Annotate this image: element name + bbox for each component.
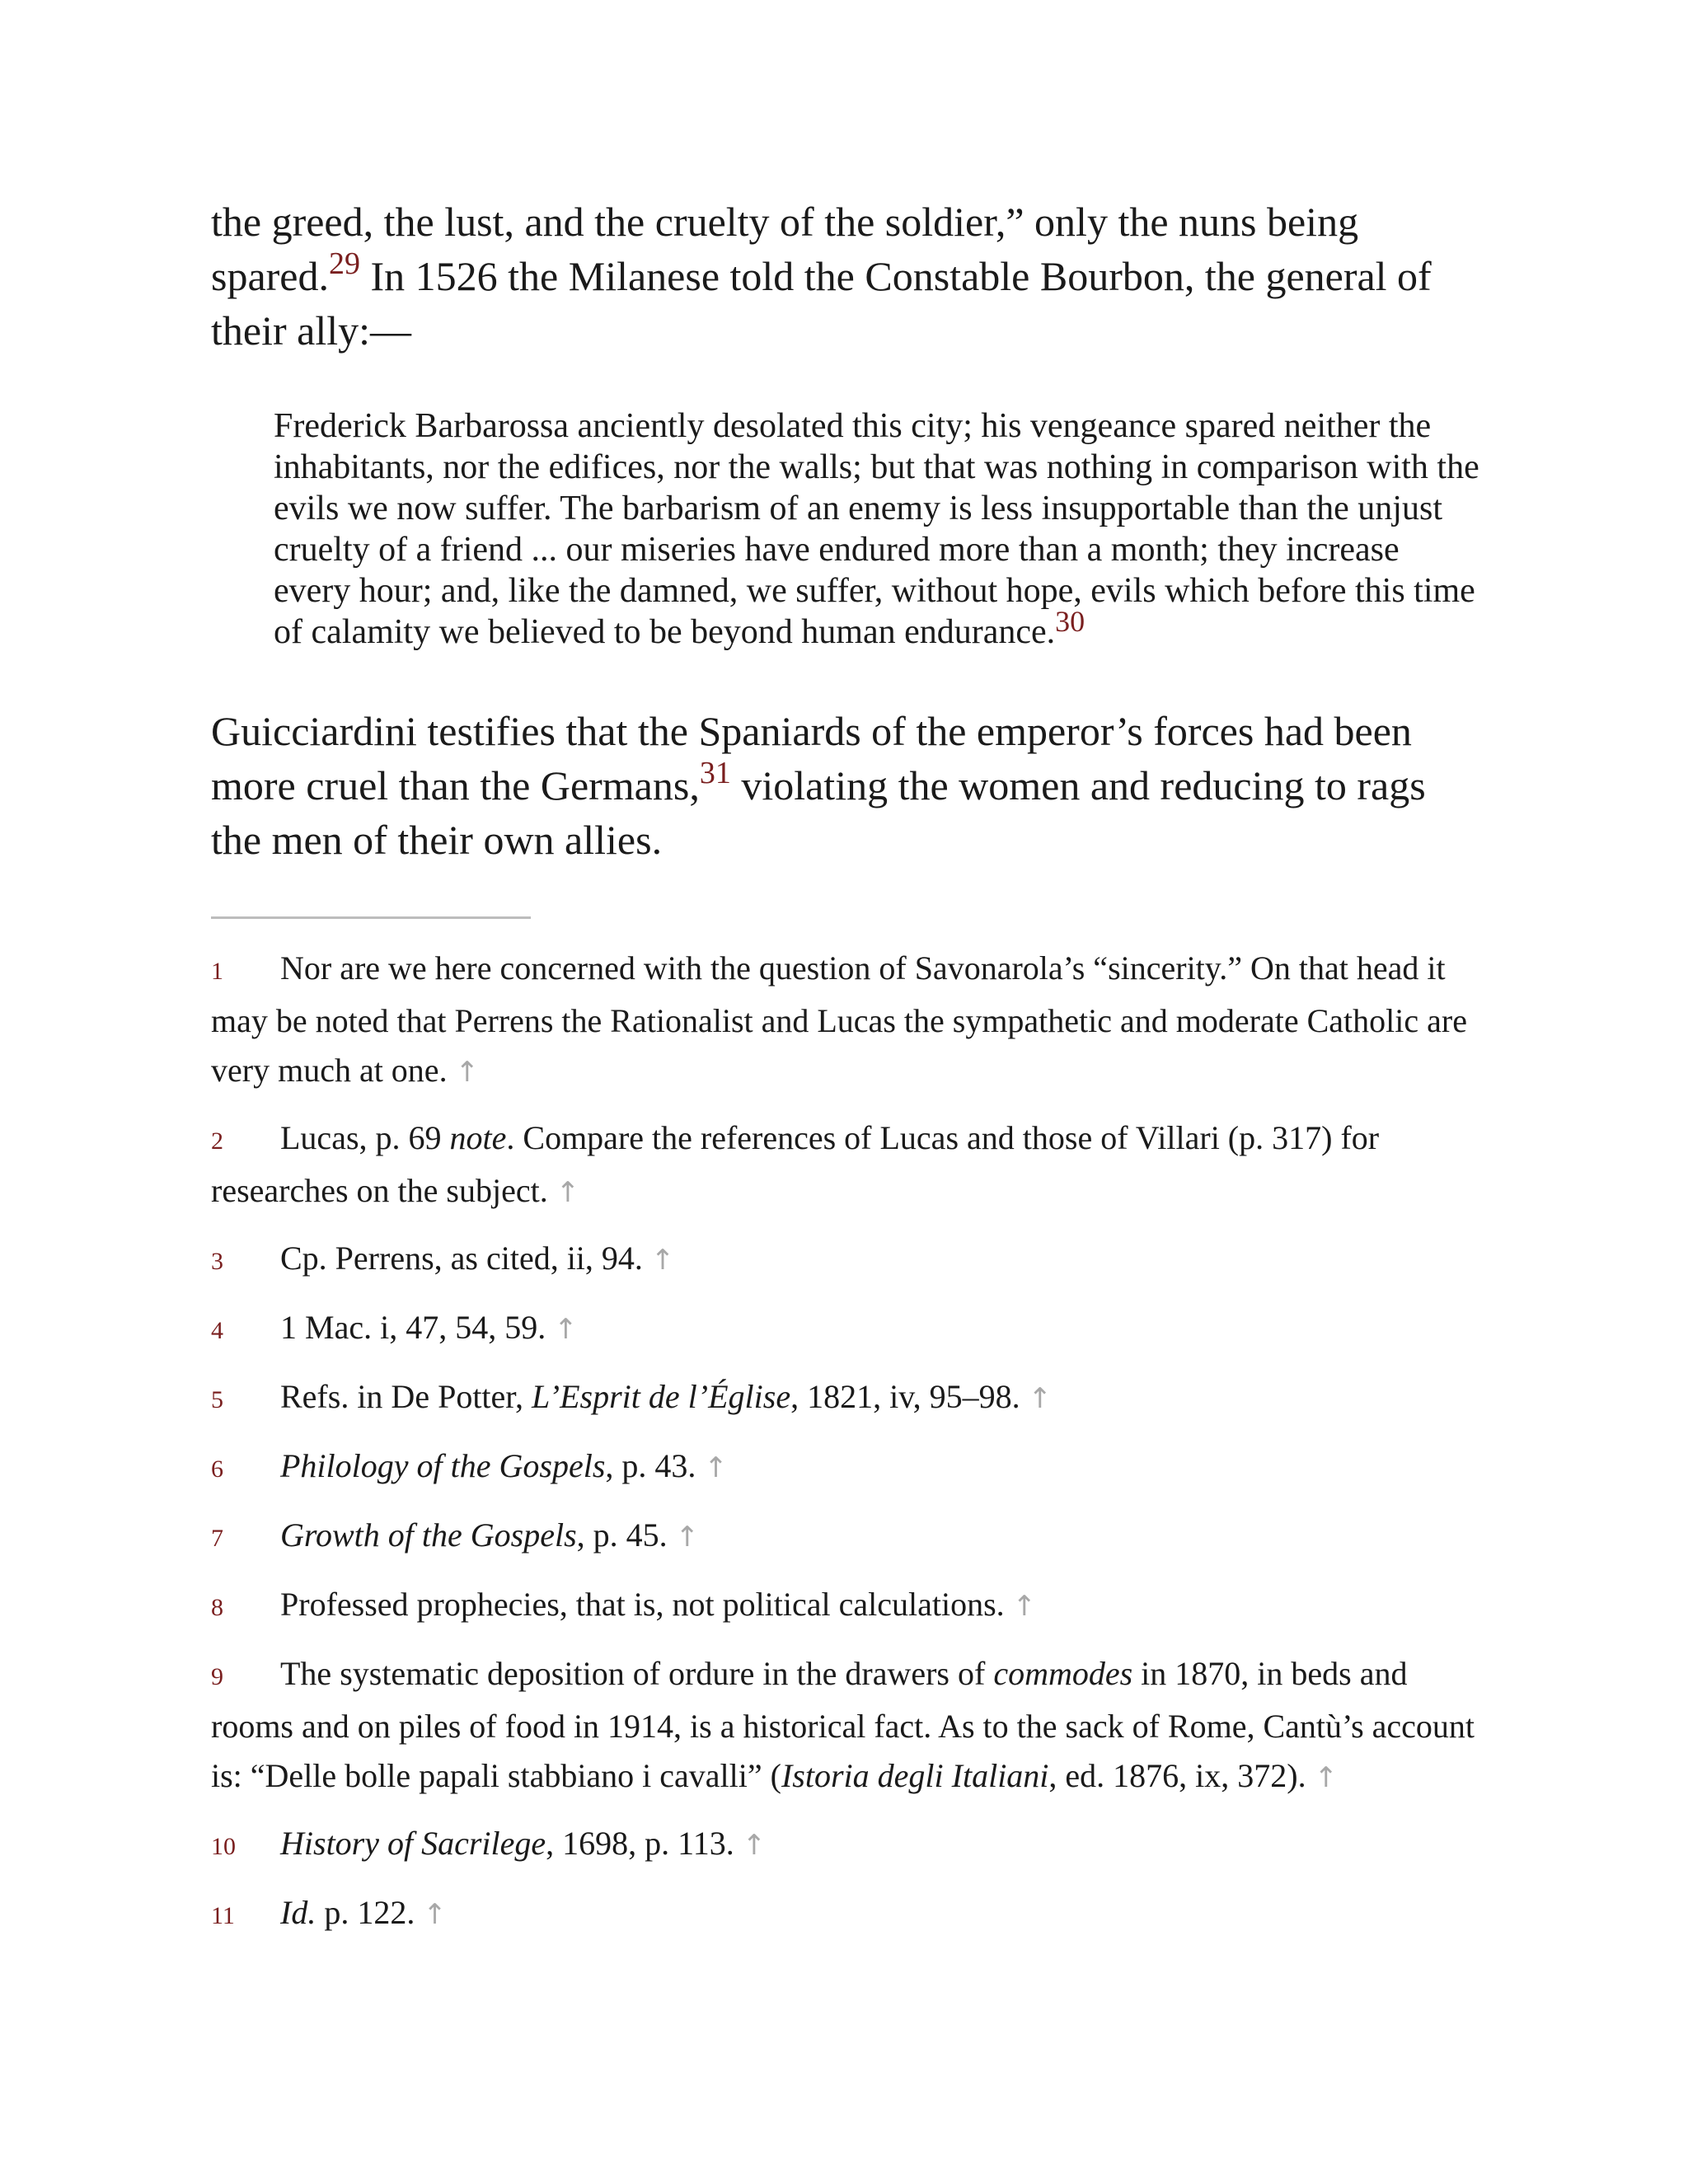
footnote-number[interactable]: 3 bbox=[211, 1248, 223, 1275]
footnote-11 bbox=[211, 1888, 1480, 1941]
paragraph-text: the greed, the lust, and the cruelty of the soldier,” only the nuns being spared. bbox=[211, 199, 1359, 299]
footnote-text: , ed. 1876, ix, 372). bbox=[1048, 1757, 1315, 1794]
footnote-text: , p. 45. bbox=[576, 1516, 676, 1554]
footnote-emphasis: note bbox=[449, 1119, 507, 1156]
body-paragraph bbox=[211, 704, 1480, 867]
footnote-number[interactable]: 11 bbox=[211, 1902, 235, 1929]
quote-text: Frederick Barbarossa anciently desolated this city; his vengeance spared neither the inhabitants, nor the edifices, nor the walls; but that was nothing in comparison with the evils we now suffer. The barbarism of an enemy is less insupportable than the unjust cruelty of a friend ... our miseries have endured more than a month; they increase every hour; and, like the damned, we suffer, without hope, evils which before this time of calamity we believed to be beyond human endurance. bbox=[274, 407, 1479, 651]
footnote-emphasis: Id. bbox=[280, 1894, 316, 1931]
footnote-text: Lucas, p. 69 bbox=[280, 1119, 450, 1156]
footnote-7 bbox=[211, 1511, 1480, 1563]
footnote-emphasis: L’Esprit de l’Église bbox=[532, 1378, 791, 1415]
footnote-2 bbox=[211, 1113, 1480, 1217]
footnote-number[interactable]: 4 bbox=[211, 1317, 223, 1344]
footnote-emphasis: Growth of the Gospels bbox=[280, 1516, 577, 1554]
footnote-6 bbox=[211, 1441, 1480, 1494]
body-paragraph bbox=[211, 194, 1480, 358]
back-arrow-icon[interactable]: ↑ bbox=[650, 1244, 675, 1277]
footnotes bbox=[211, 944, 1480, 1941]
block-quote bbox=[211, 405, 1480, 653]
paragraph-text: Guicciardini testifies that the Spaniards of the emperor’s forces had been more cruel than the Germans, bbox=[211, 708, 1412, 808]
footnote-number[interactable]: 5 bbox=[211, 1386, 223, 1413]
footnote-number[interactable]: 10 bbox=[211, 1833, 236, 1860]
back-arrow-icon[interactable]: ↑ bbox=[1314, 1761, 1339, 1794]
footnote-emphasis: commodes bbox=[993, 1655, 1133, 1692]
footnote-emphasis: Philology of the Gospels bbox=[280, 1447, 606, 1484]
footnote-ref-30[interactable]: 30 bbox=[1055, 605, 1085, 638]
footnote-number[interactable]: 7 bbox=[211, 1525, 223, 1552]
footnote-9 bbox=[211, 1649, 1480, 1802]
footnote-text: , 1698, p. 113. bbox=[546, 1825, 743, 1862]
footnote-emphasis: Istoria degli Italiani bbox=[781, 1757, 1049, 1794]
footnote-text: , 1821, iv, 95–98. bbox=[790, 1378, 1029, 1415]
paragraph-text: In 1526 the Milanese told the Constable Bourbon, the general of their ally:— bbox=[211, 253, 1432, 354]
back-arrow-icon[interactable]: ↑ bbox=[556, 1176, 580, 1209]
footnote-8 bbox=[211, 1580, 1480, 1633]
back-arrow-icon[interactable]: ↑ bbox=[554, 1313, 578, 1346]
footnote-emphasis: History of Sacrilege bbox=[280, 1825, 546, 1862]
footnote-number[interactable]: 8 bbox=[211, 1594, 223, 1621]
footnote-ref-29[interactable]: 29 bbox=[329, 246, 360, 281]
footnote-ref-31[interactable]: 31 bbox=[699, 756, 731, 790]
footnote-number[interactable]: 2 bbox=[211, 1127, 223, 1155]
footnote-number[interactable]: 9 bbox=[211, 1663, 223, 1690]
footnote-3 bbox=[211, 1234, 1480, 1286]
footnote-4 bbox=[211, 1303, 1480, 1356]
footnote-text: Cp. Perrens, as cited, ii, 94. bbox=[280, 1240, 651, 1277]
footnote-text: 1 Mac. i, 47, 54, 59. bbox=[280, 1309, 555, 1346]
footnote-text: in 1870, in beds and rooms and on piles of food in 1914, is a historical fact. As to the sack of Rome, Cantù’s account is: “Delle bolle papali stabbiano i cavalli” ( bbox=[211, 1655, 1475, 1794]
back-arrow-icon[interactable]: ↑ bbox=[423, 1898, 447, 1931]
footnote-text: p. 122. bbox=[316, 1894, 424, 1931]
paragraph-text: violating the women and reducing to rags the men of their own allies. bbox=[211, 762, 1426, 863]
back-arrow-icon[interactable]: ↑ bbox=[1028, 1382, 1053, 1415]
footnote-text: . Compare the references of Lucas and those of Villari (p. 317) for researches on the subject. bbox=[211, 1119, 1380, 1209]
footnote-1 bbox=[211, 944, 1480, 1097]
back-arrow-icon[interactable]: ↑ bbox=[675, 1521, 700, 1554]
back-arrow-icon[interactable]: ↑ bbox=[742, 1829, 767, 1862]
footnote-5 bbox=[211, 1372, 1480, 1425]
back-arrow-icon[interactable]: ↑ bbox=[455, 1056, 480, 1089]
back-arrow-icon[interactable]: ↑ bbox=[1012, 1590, 1037, 1623]
footnote-text: Nor are we here concerned with the question of Savonarola’s “sincerity.” On that head it may be noted that Perrens the Rationalist and Lucas the sympathetic and moderate Catholic are very much at one. bbox=[211, 949, 1467, 1089]
footnote-text: Professed prophecies, that is, not political calculations. bbox=[280, 1586, 1013, 1623]
footnote-number[interactable]: 6 bbox=[211, 1455, 223, 1483]
footnote-10 bbox=[211, 1819, 1480, 1872]
footnote-number[interactable]: 1 bbox=[211, 958, 223, 985]
footnote-text: , p. 43. bbox=[605, 1447, 705, 1484]
back-arrow-icon[interactable]: ↑ bbox=[704, 1451, 728, 1484]
page bbox=[211, 194, 1480, 1941]
footnote-text: The systematic deposition of ordure in the drawers of bbox=[280, 1655, 994, 1692]
footnote-text: Refs. in De Potter, bbox=[280, 1378, 532, 1415]
